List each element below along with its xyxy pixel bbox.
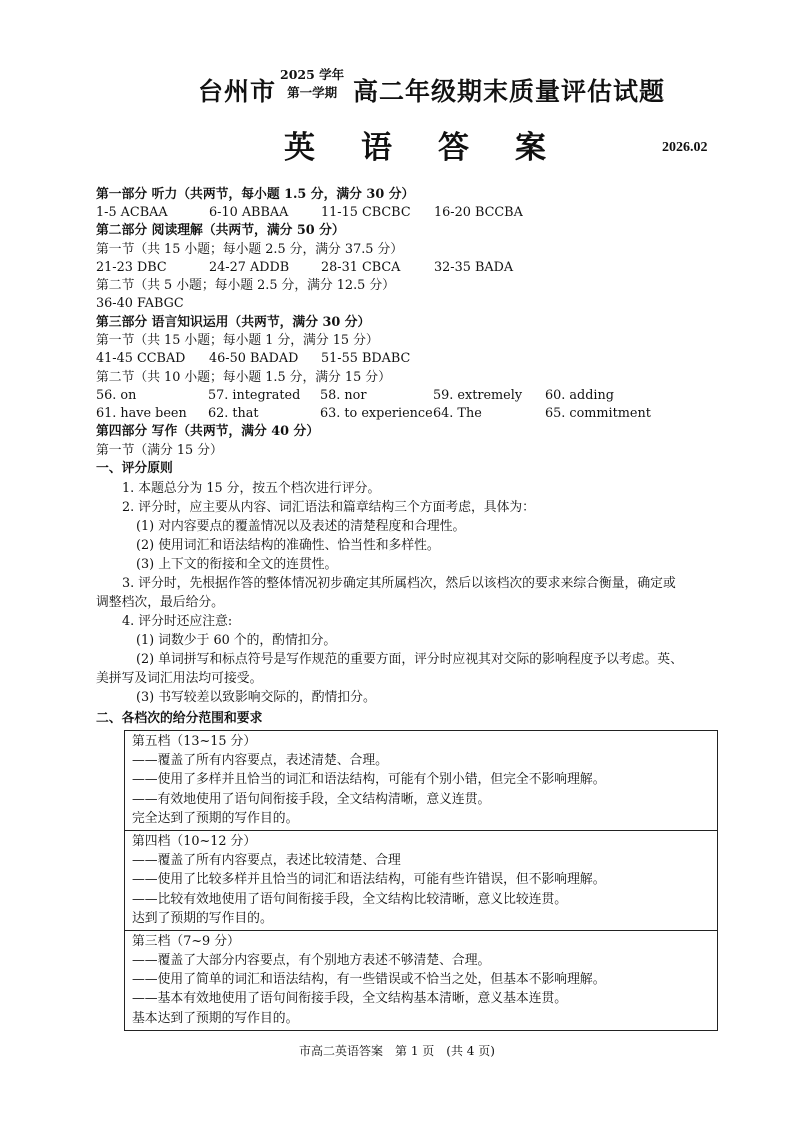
- principle-2-item: (3) 上下文的衔接和全文的连贯性。: [136, 557, 338, 572]
- band-line: ——覆盖了所有内容要点，表述清楚、合理。: [132, 753, 388, 769]
- part2-sec2-answer: 36-40 FABGC: [96, 296, 184, 311]
- answer-item: 60. adding: [545, 388, 614, 403]
- part3-sec2-heading: 第二节（共 10 小题；每小题 1.5 分，满分 15 分）: [96, 370, 391, 385]
- term-label: [280, 66, 344, 102]
- answer-item: 64. The: [433, 406, 482, 421]
- part4-heading: 第四部分 写作（共两节，满分 40 分）: [96, 424, 320, 439]
- principle-3-cont: 调整档次，最后给分。: [96, 595, 224, 610]
- part2-sec2-heading: 第二节（共 5 小题；每小题 2.5 分，满分 12.5 分）: [96, 278, 395, 293]
- principle-2-item: (2) 使用词汇和语法结构的准确性、恰当性和多样性。: [136, 538, 440, 553]
- band-five: [125, 731, 717, 831]
- principle-3: 3. 评分时，先根据作答的整体情况初步确定其所属档次，然后以该档次的要求来综合衡量，确定或: [122, 576, 676, 591]
- principle-2-item: (1) 对内容要点的覆盖情况以及表述的清楚程度和合理性。: [136, 519, 466, 534]
- bands-heading: 二、各档次的给分范围和要求: [96, 711, 263, 726]
- principle-4: 4. 评分时还应注意:: [122, 614, 233, 629]
- part3-sec2-row2: [96, 405, 716, 423]
- band-title: 第三档（7~9 分）: [132, 933, 240, 949]
- answer-item: 59. extremely: [433, 388, 523, 403]
- answer-group: 6-10 ABBAA: [209, 205, 289, 220]
- part3-heading: 第三部分 语言知识运用（共两节，满分 30 分）: [96, 315, 371, 330]
- part1-answers: [96, 204, 716, 222]
- answer-group: 1-5 ACBAA: [96, 205, 168, 220]
- band-line: ——覆盖了所有内容要点，表述比较清楚、合理: [132, 853, 401, 869]
- part1-heading: 第一部分 听力（共两节，每小题 1.5 分，满分 30 分）: [96, 187, 415, 202]
- band-three: [125, 931, 717, 1030]
- principle-4-item: (2) 单词拼写和标点符号是写作规范的重要方面，评分时应视其对交际的影响程度予以考虑。英、: [136, 652, 683, 667]
- principle-4-item-cont: 美拼写及词汇用法均可接受。: [96, 671, 263, 686]
- band-line: ——覆盖了大部分内容要点，有个别地方表述不够清楚、合理。: [132, 953, 491, 969]
- page-title: 高二年级期末质量评估试题: [353, 77, 666, 106]
- band-line: ——使用了简单的词汇和语法结构，有一些错误或不恰当之处，但基本不影响理解。: [132, 972, 606, 988]
- answer-item: 63. to experience: [320, 406, 433, 421]
- principles-heading: 一、评分原则: [96, 461, 173, 476]
- answer-item: 57. integrated: [208, 388, 301, 403]
- band-line: ——比较有效地使用了语句间衔接手段，全文结构比较清晰，意义比较连贯。: [132, 891, 568, 907]
- answer-group: 24-27 ADDB: [209, 260, 290, 275]
- answer-group: 32-35 BADA: [434, 260, 514, 275]
- page-footer: 市高二英语答案 第 1 页 (共 4 页): [299, 1044, 495, 1058]
- band-line: ——使用了多样并且恰当的词汇和语法结构，可能有个别小错，但完全不影响理解。: [132, 772, 606, 788]
- answer-group: 11-15 CBCBC: [321, 205, 411, 220]
- principle-4-item: (3) 书写较差以致影响交际的，酌情扣分。: [136, 690, 376, 705]
- band-four: [125, 831, 717, 931]
- term-year: 2025 学年: [280, 67, 345, 82]
- answer-group: 51-55 BDABC: [321, 351, 411, 366]
- band-line: ——使用了比较多样并且恰当的词汇和语法结构，可能有些许错误，但不影响理解。: [132, 872, 606, 888]
- title-city: 台州市: [198, 77, 277, 106]
- part2-sec1-answers: [96, 259, 716, 277]
- band-line: ——基本有效地使用了语句间衔接手段，全文结构基本清晰，意义基本连贯。: [132, 991, 568, 1007]
- answer-item: 62. that: [208, 406, 259, 421]
- principle-4-item: (1) 词数少于 60 个的，酌情扣分。: [136, 633, 337, 648]
- principle-2: 2. 评分时，应主要从内容、词汇语法和篇章结构三个方面考虑，具体为：: [122, 500, 535, 515]
- band-title: 第五档（13~15 分）: [132, 734, 257, 749]
- part2-sec1-heading: 第一节（共 15 小题；每小题 2.5 分，满分 37.5 分）: [96, 242, 404, 257]
- principle-1: 1. 本题总分为 15 分，按五个档次进行评分。: [122, 481, 381, 496]
- answer-item: 65. commitment: [545, 406, 651, 421]
- page-subtitle: 英语答案: [284, 130, 592, 166]
- part3-sec2-row1: [96, 387, 716, 405]
- band-line: ——有效地使用了语句间衔接手段，全文结构清晰，意义连贯。: [132, 791, 491, 807]
- score-bands-table: [124, 730, 718, 1031]
- answer-group: 16-20 BCCBA: [434, 205, 523, 220]
- part3-sec1-answers: [96, 350, 716, 368]
- answer-group: 21-23 DBC: [96, 260, 167, 275]
- part4-sec1-heading: 第一节（满分 15 分）: [96, 443, 223, 458]
- band-title: 第四档（10~12 分）: [132, 833, 257, 849]
- band-line: 基本达到了预期的写作目的。: [132, 1010, 299, 1026]
- answer-item: 56. on: [96, 388, 137, 403]
- part2-heading: 第二部分 阅读理解（共两节，满分 50 分）: [96, 223, 345, 238]
- band-line: 达到了预期的写作目的。: [132, 910, 273, 926]
- answer-group: 41-45 CCBAD: [96, 351, 186, 366]
- exam-date: 2026.02: [662, 140, 708, 155]
- term-semester: 第一学期: [287, 85, 338, 100]
- part3-sec1-heading: 第一节（共 15 小题；每小题 1 分，满分 15 分）: [96, 333, 379, 348]
- answer-item: 58. nor: [320, 388, 367, 403]
- band-line: 完全达到了预期的写作目的。: [132, 810, 299, 826]
- answer-group: 46-50 BADAD: [209, 351, 299, 366]
- answer-group: 28-31 CBCA: [321, 260, 401, 275]
- answer-item: 61. have been: [96, 406, 187, 421]
